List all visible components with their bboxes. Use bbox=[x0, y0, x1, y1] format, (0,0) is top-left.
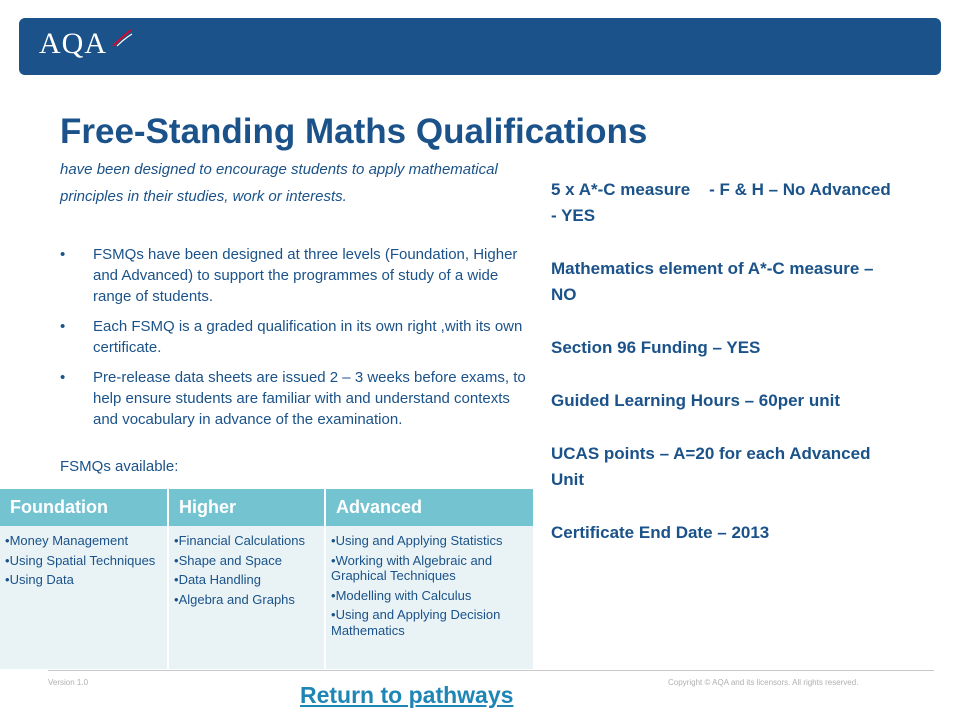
list-item: • Money Management bbox=[5, 533, 164, 549]
header-bar bbox=[19, 18, 941, 75]
aqa-logo: AQA bbox=[39, 27, 107, 60]
list-item: • Algebra and Graphs bbox=[174, 592, 321, 608]
bullet-item: • Pre-release data sheets are issued 2 – 3 weeks before exams, to help ensure students are familiar with and understand contexts and vocabulary in advance of the examination. bbox=[60, 367, 532, 430]
fact-item: UCAS points – A=20 for each Advanced Unit bbox=[551, 444, 871, 489]
version-label: Version 1.0 bbox=[48, 678, 89, 687]
table-row bbox=[0, 526, 533, 669]
list-item: • Working with Algebraic and Graphical Techniques bbox=[331, 553, 530, 584]
list-item: • Using Spatial Techniques bbox=[5, 553, 164, 569]
facts-panel bbox=[551, 177, 896, 573]
fact-item: Mathematics element of A*-C measure – NO bbox=[551, 259, 874, 304]
column-header-higher: Higher bbox=[168, 489, 325, 526]
qualifications-table bbox=[0, 489, 533, 669]
page-subtitle: have been designed to encourage students to apply mathematical principles in their studies, work or interests. bbox=[60, 161, 498, 205]
fact-item: Section 96 Funding – YES bbox=[551, 338, 761, 357]
fact-item: Certificate End Date – 2013 bbox=[551, 523, 770, 542]
list-item: • Using and Applying Decision Mathematics bbox=[331, 607, 530, 638]
list-item: • Financial Calculations bbox=[174, 533, 321, 549]
table-header-row bbox=[0, 489, 533, 526]
list-item: • Using Data bbox=[5, 572, 164, 588]
column-header-foundation: Foundation bbox=[0, 489, 168, 526]
advanced-cell bbox=[325, 526, 533, 669]
fsmqs-available-label: FSMQs available: bbox=[60, 458, 179, 475]
list-item: • Using and Applying Statistics bbox=[331, 533, 530, 549]
return-to-pathways-link[interactable]: Return to pathways bbox=[300, 682, 514, 708]
logo-swoosh-icon bbox=[111, 28, 133, 48]
list-item: • Data Handling bbox=[174, 572, 321, 588]
bullet-item: • FSMQs have been designed at three levels (Foundation, Higher and Advanced) to support the programmes of study of a wide range of students. bbox=[60, 244, 532, 307]
higher-cell bbox=[168, 526, 325, 669]
list-item: • Modelling with Calculus bbox=[331, 588, 530, 604]
column-header-advanced: Advanced bbox=[325, 489, 533, 526]
bullet-item: • Each FSMQ is a graded qualification in its own right ,with its own certificate. bbox=[60, 316, 532, 358]
copyright-notice: Copyright © AQA and its licensors. All rights reserved. bbox=[668, 678, 859, 687]
bullet-list bbox=[60, 244, 532, 439]
list-item: • Shape and Space bbox=[174, 553, 321, 569]
fact-item: Guided Learning Hours – 60per unit bbox=[551, 391, 841, 410]
fact-item: 5 x A*-C measure - F & H – No Advanced - YES bbox=[551, 180, 896, 225]
footer-divider bbox=[48, 670, 934, 671]
page-title: Free-Standing Maths Qualifications bbox=[60, 112, 648, 151]
foundation-cell bbox=[0, 526, 168, 669]
